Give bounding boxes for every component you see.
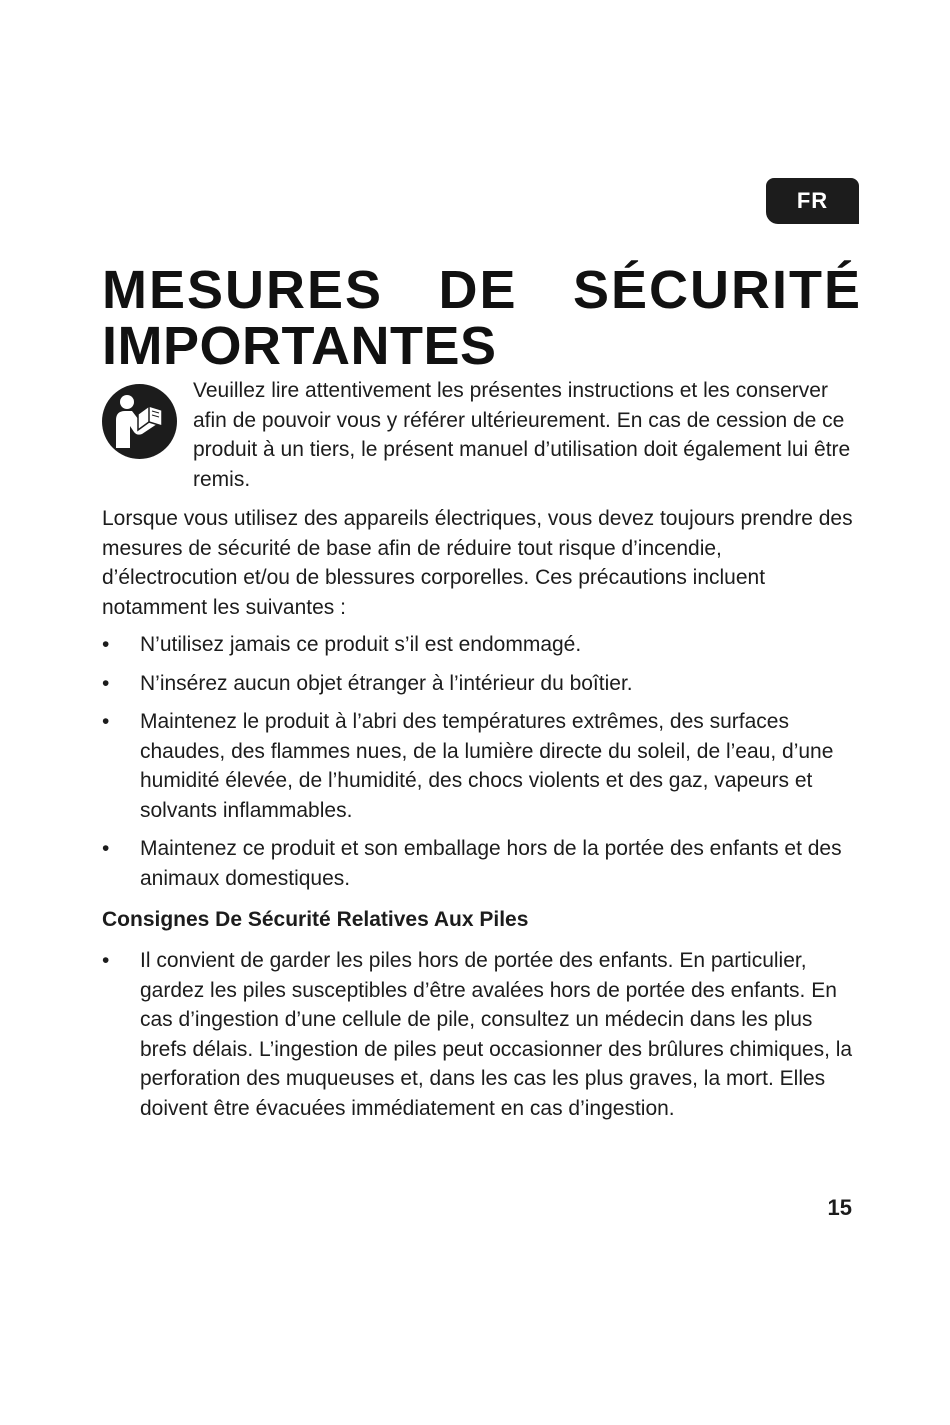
safety-intro-paragraph: Lorsque vous utilisez des appareils électriques, vous devez toujours prendre des mesures de sécurité de base afin de réduire tout risque d’incendie, d’électrocution et/ou de blessures corporelles. Ces précautions incluent notamment les suivantes : — [102, 507, 853, 619]
title-word: SÉCURITÉ — [572, 260, 862, 320]
intro-paragraph: Veuillez lire attentivement les présentes instructions et les conserver afin de pouvoir vous y référer ultérieurement. En cas de cession de ce produit à un tiers, le présent manuel d’utilisation doit également lui être remis. — [193, 379, 851, 491]
read-manual-icon — [102, 384, 177, 459]
page-title — [102, 262, 862, 374]
list-item — [102, 669, 862, 699]
page-number: 15 — [827, 1195, 852, 1220]
title-word: DE — [438, 260, 518, 320]
list-item — [102, 630, 862, 660]
title-word: MESURES — [102, 260, 384, 320]
list-item — [102, 707, 862, 825]
title-line-2: IMPORTANTES — [102, 316, 497, 376]
list-item-text: Maintenez ce produit et son emballage hors de la portée des enfants et des animaux domestiques. — [140, 837, 842, 890]
battery-section-heading: Consignes De Sécurité Relatives Aux Piles — [102, 908, 529, 931]
list-item-text: N’insérez aucun objet étranger à l’intérieur du boîtier. — [140, 671, 633, 695]
battery-bullet-list — [102, 946, 862, 1132]
list-item — [102, 946, 862, 1123]
list-item — [102, 834, 862, 893]
bullet-symbol: • — [102, 837, 110, 860]
list-item-text: Maintenez le produit à l’abri des températures extrêmes, des surfaces chaudes, des flammes nues, de la lumière directe du soleil, de l’eau, d’une humidité élevée, de l’humidité, des chocs violents et des gaz, vapeurs et solvants inflammables. — [140, 710, 834, 822]
title-line-1 — [102, 262, 862, 318]
safety-bullet-list — [102, 630, 862, 902]
bullet-symbol: • — [102, 710, 110, 733]
bullet-symbol: • — [102, 949, 110, 972]
list-item-text: Il convient de garder les piles hors de portée des enfants. En particulier, gardez les piles susceptibles d’être avalées hors de portée des enfants. En cas d’ingestion d’une cellule de pile, consultez un médecin dans les plus brefs délais. L’ingestion de piles peut occasionner des brûlures chimiques, la perforation des muqueuses et, dans les cas les plus graves, la mort. Elles doivent être évacuées immédiatement en cas d’ingestion. — [140, 949, 853, 1120]
language-badge: FR — [766, 178, 859, 224]
bullet-symbol: • — [102, 671, 110, 695]
list-item-text: N’utilisez jamais ce produit s’il est endommagé. — [140, 633, 582, 656]
bullet-symbol: • — [102, 633, 110, 656]
